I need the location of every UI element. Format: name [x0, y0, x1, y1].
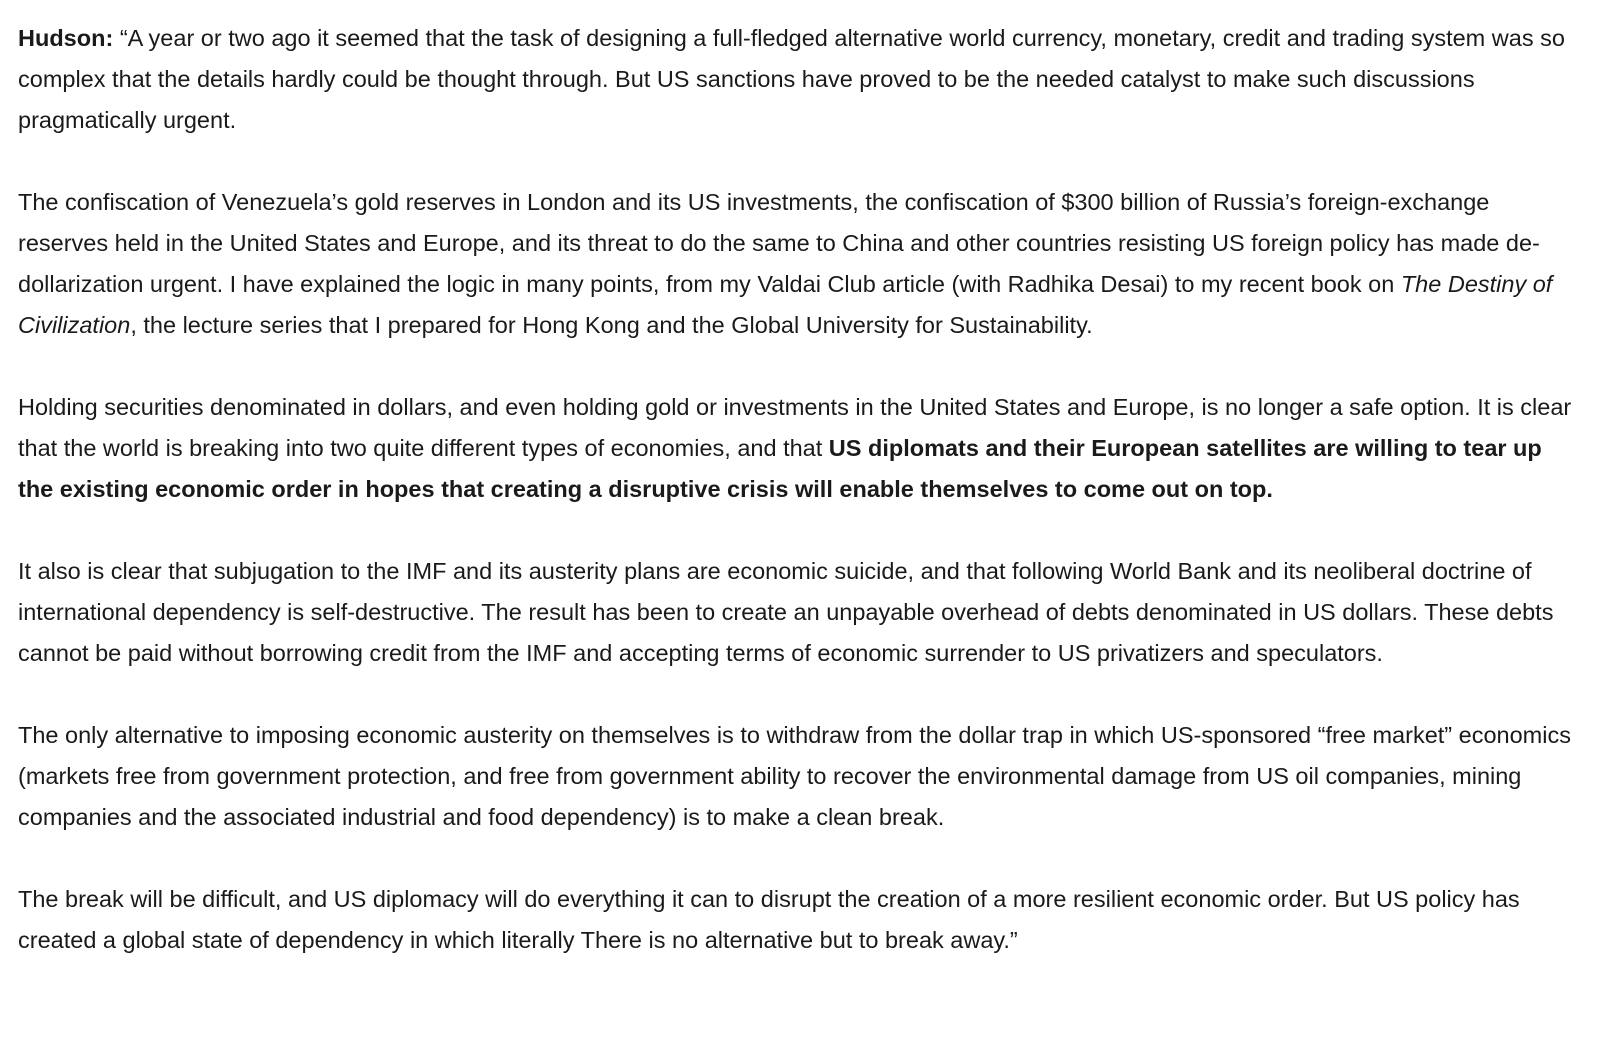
paragraph-2-text-before: The confiscation of Venezuela’s gold reserves in London and its US investments, the confiscation of $300 billion of Russia’s foreign-exchange reserves held in the United States and Europe, and its threat to do the same to China and other countries resisting US foreign policy has made de-dollarization urgent. I have explained the logic in many points, from my Valdai Club article (with Radhika Desai) to my recent book on — [18, 189, 1540, 297]
paragraph-3 — [18, 387, 1582, 510]
paragraph-2-text-after: , the lecture series that I prepared for Hong Kong and the Global University for Sustainability. — [130, 312, 1093, 338]
book-title: The Destiny of Civilization — [18, 271, 1553, 338]
paragraph-5-text: The only alternative to imposing economic austerity on themselves is to withdraw from the dollar trap in which US-sponsored “free market” economics (markets free from government protection, and free from government ability to recover the environmental damage from US oil companies, mining companies and the associated industrial and food dependency) is to make a clean break. — [18, 722, 1571, 830]
paragraph-2 — [18, 182, 1582, 346]
paragraph-5 — [18, 715, 1582, 838]
paragraph-3-bold-text: US diplomats and their European satellites are willing to tear up the existing economic order in hopes that creating a disruptive crisis will enable themselves to come out on top. — [18, 435, 1542, 502]
paragraph-3-text-before: Holding securities denominated in dollars, and even holding gold or investments in the United States and Europe, is no longer a safe option. It is clear that the world is breaking into two quite different types of economies, and that — [18, 394, 1572, 461]
paragraph-4-text: It also is clear that subjugation to the IMF and its austerity plans are economic suicide, and that following World Bank and its neoliberal doctrine of international dependency is self-destructive. The result has been to create an unpayable overhead of debts denominated in US dollars. These debts cannot be paid without borrowing credit from the IMF and accepting terms of economic surrender to US privatizers and speculators. — [18, 558, 1554, 666]
paragraph-1-text: “A year or two ago it seemed that the task of designing a full-fledged alternative world currency, monetary, credit and trading system was so complex that the details hardly could be thought through. But US sanctions have proved to be the needed catalyst to make such discussions pragmatically urgent. — [18, 25, 1565, 133]
paragraph-4 — [18, 551, 1582, 674]
paragraph-1 — [18, 18, 1582, 141]
speaker-label: Hudson: — [18, 25, 114, 51]
paragraph-6 — [18, 879, 1582, 961]
paragraph-6-text: The break will be difficult, and US diplomacy will do everything it can to disrupt the creation of a more resilient economic order. But US policy has created a global state of dependency in which literally There is no alternative but to break away.” — [18, 886, 1520, 953]
